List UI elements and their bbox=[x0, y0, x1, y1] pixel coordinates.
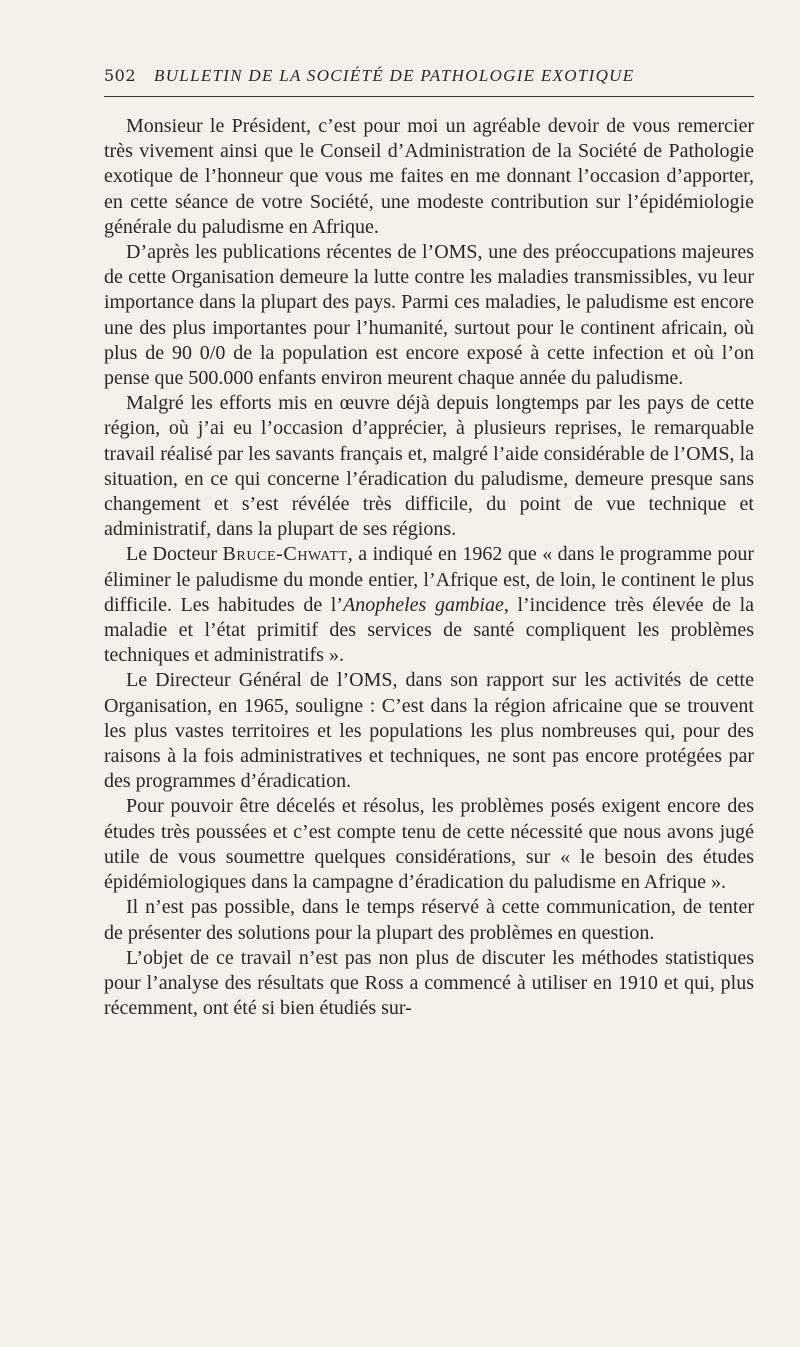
paragraph-4-text-b: , a indiqué en 1962 que « dans le programme pour éliminer le paludisme du monde entier, l’Afrique est, de loin, le continent le plus difficile. Les habitudes de l’ bbox=[104, 543, 755, 616]
paragraph-8: L’objet de ce travail n’est pas non plus de discuter les méthodes statistiques pour l’analyse des résultats que Ross a commencé à utiliser en 1910 et qui, plus récemment, ont été si bien étudiés sur- bbox=[104, 946, 754, 1020]
author-name: Bruce-Chwatt bbox=[222, 543, 348, 566]
page-number: 502 bbox=[104, 66, 137, 85]
page-header bbox=[104, 66, 754, 86]
species-name: Anopheles gambiae bbox=[343, 593, 504, 616]
paragraph-2: D’après les publications récentes de l’OMS, une des préoccupations majeures de cette Organisation demeure la lutte contre les maladies transmissibles, vu leur importance dans la plupart des pays. Parmi ces maladies, le paludisme est encore une des plus importantes pour l’humanité, surtout pour le continent africain, où plus de 90 0/0 de la population est encore exposé à cette infection et où l’on pense que 500.000 enfants environ meurent chaque année du paludisme. bbox=[104, 241, 754, 390]
paragraph-4-text-a: Le Docteur bbox=[126, 543, 223, 566]
paragraph-3: Malgré les efforts mis en œuvre déjà depuis longtemps par les pays de cette région, où j’ai eu l’occasion d’apprécier, à plusieurs reprises, le remarquable travail réalisé par les savants français et, malgré l’aide considérable de l’OMS, la situation, en ce qui concerne l’éradication du paludisme, demeure presque sans changement et s’est révélée très difficile, du point de vue technique et administratif, dans la plupart de ses régions. bbox=[104, 392, 754, 541]
paragraph-5: Le Directeur Général de l’OMS, dans son rapport sur les activités de cette Organisation, en 1965, souligne : C’est dans la région africaine que se trouvent les plus vastes territoires et les populations les plus nombreuses qui, pour des raisons à la fois administratives et techniques, ne sont pas encore protégées par des programmes d’éradication. bbox=[104, 669, 754, 793]
header-rule bbox=[104, 96, 754, 97]
paragraph-7: Il n’est pas possible, dans le temps réservé à cette communication, de tenter de présenter des solutions pour la plupart des problèmes en question. bbox=[104, 896, 754, 944]
paragraph-4-text-c: , l’incidence très élevée de la maladie et l’état primitif des services de santé compliquent les problèmes techniques et administratifs ». bbox=[104, 593, 755, 667]
paragraph-1: Monsieur le Président, c’est pour moi un agréable devoir de vous remercier très vivement ainsi que le Conseil d’Administration de la Société de Pathologie exotique de l’honneur que vous me faites en me donnant l’occasion d’apporter, en cette séance de votre Société, une modeste contribution sur l’épidémiologie générale du paludisme en Afrique. bbox=[104, 115, 754, 238]
paragraph-4 bbox=[104, 542, 754, 668]
paragraph-6: Pour pouvoir être décelés et résolus, les problèmes posés exigent encore des études très poussées et c’est compte tenu de cette nécessité que nous avons jugé utile de vous soumettre quelques considérations, sur « le besoin des études épidémiologiques dans la campagne d’éradication du paludisme en Afrique ». bbox=[104, 795, 754, 894]
running-title: BULLETIN DE LA SOCIÉTÉ DE PATHOLOGIE EXOTIQUE bbox=[154, 66, 635, 85]
article-body bbox=[104, 114, 754, 1021]
